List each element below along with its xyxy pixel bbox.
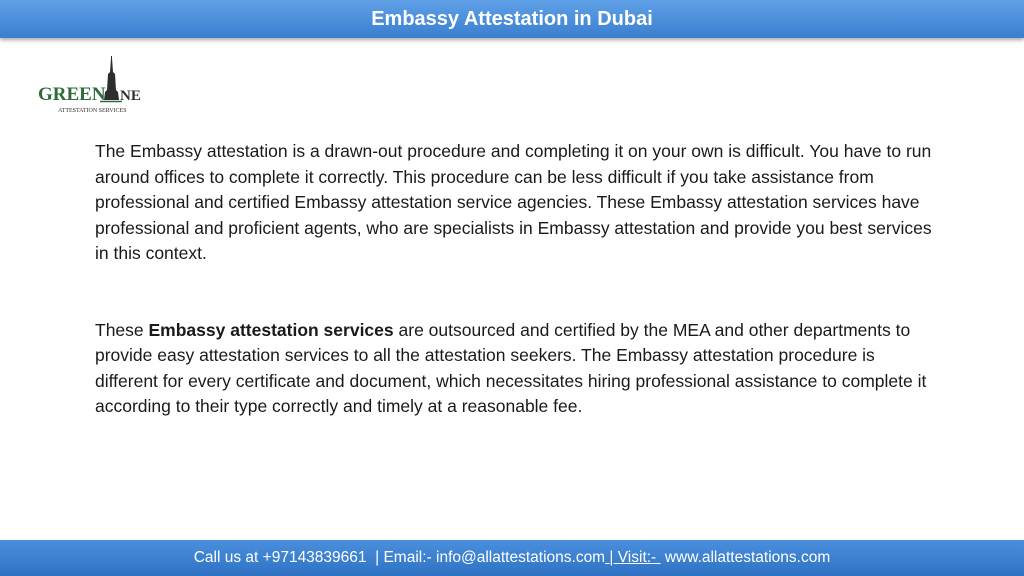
paragraph-2-bold: Embassy attestation services bbox=[148, 319, 394, 340]
paragraph-2-rest: are outsourced and certified by the MEA and other departments to provide easy attestation services to all the attestation seekers. The Embassy attestation procedure is different for every certificate and document, which necessitates hiring professional assistance to complete it according to their type correctly and timely at a reasonable fee. bbox=[95, 319, 927, 416]
paragraph-1: The Embassy attestation is a drawn-out procedure and completing it on your own is difficult. You have to run around offices to complete it correctly. This procedure can be less difficult if you take assistance from professional and certified Embassy attestation service agencies. These Embassy attestation services have professional and proficient agents, who are specialists in Embassy attestation and provide you best services in this context. bbox=[95, 141, 932, 263]
logo-brand-left: GREEN bbox=[38, 84, 106, 105]
page-title: Embassy Attestation in Dubai bbox=[371, 7, 653, 30]
greenline-logo bbox=[38, 56, 158, 118]
header-bar bbox=[0, 0, 1024, 38]
footer-visit-link[interactable]: | Visit:- bbox=[605, 549, 661, 566]
paragraph-2-prefix: These bbox=[95, 319, 149, 340]
paragraph-2 bbox=[95, 318, 940, 420]
footer-contact: Call us at +97143839661 | Email:- info@allattestations.com bbox=[193, 549, 606, 566]
footer-bar bbox=[0, 540, 1024, 576]
main-content bbox=[95, 139, 940, 420]
tower-icon bbox=[104, 58, 119, 100]
logo-graphic bbox=[38, 56, 158, 118]
logo-tagline: ATTESTATION SERVICES bbox=[58, 108, 127, 114]
logo-brand-right: NE bbox=[120, 88, 141, 104]
footer-website[interactable]: www.allattestations.com bbox=[660, 549, 831, 566]
